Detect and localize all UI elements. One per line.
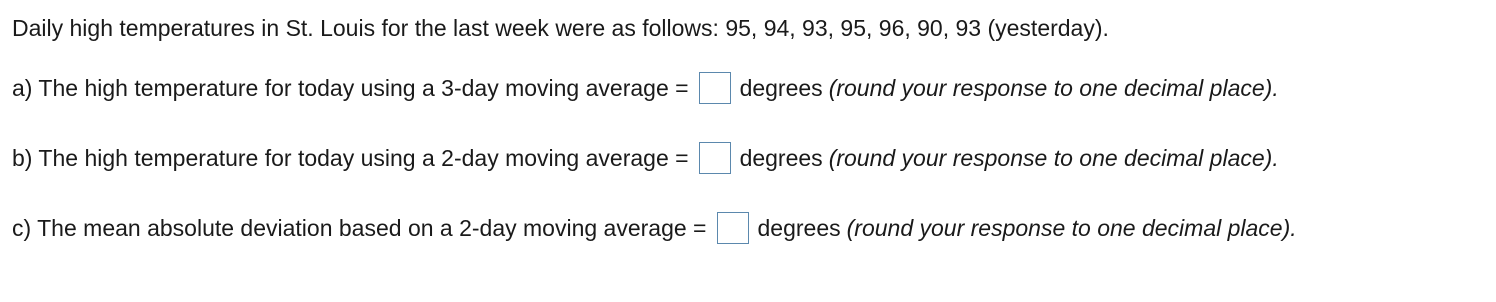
- problem-statement: Daily high temperatures in St. Louis for the last week were as follows: 95, 94, 93, 95, 96, 90, 93 (yesterday).: [12, 15, 1109, 41]
- answer-input-a[interactable]: [699, 72, 731, 104]
- question-b-prompt: b) The high temperature for today using a 2-day moving average =: [12, 145, 689, 171]
- question-c-hint: (round your response to one decimal place).: [846, 215, 1297, 241]
- question-c-prompt: c) The mean absolute deviation based on a 2-day moving average =: [12, 215, 707, 241]
- answer-input-b[interactable]: [699, 142, 731, 174]
- question-b: [12, 142, 1279, 174]
- question-b-hint: (round your response to one decimal place).: [828, 145, 1279, 171]
- question-a-prompt: a) The high temperature for today using a 3-day moving average =: [12, 75, 689, 101]
- question-c: [12, 212, 1297, 244]
- question-b-unit: degrees: [739, 145, 823, 171]
- question-a-hint: (round your response to one decimal place).: [828, 75, 1279, 101]
- question-a: [12, 72, 1279, 104]
- question-c-unit: degrees: [757, 215, 841, 241]
- answer-input-c[interactable]: [717, 212, 749, 244]
- question-a-unit: degrees: [739, 75, 823, 101]
